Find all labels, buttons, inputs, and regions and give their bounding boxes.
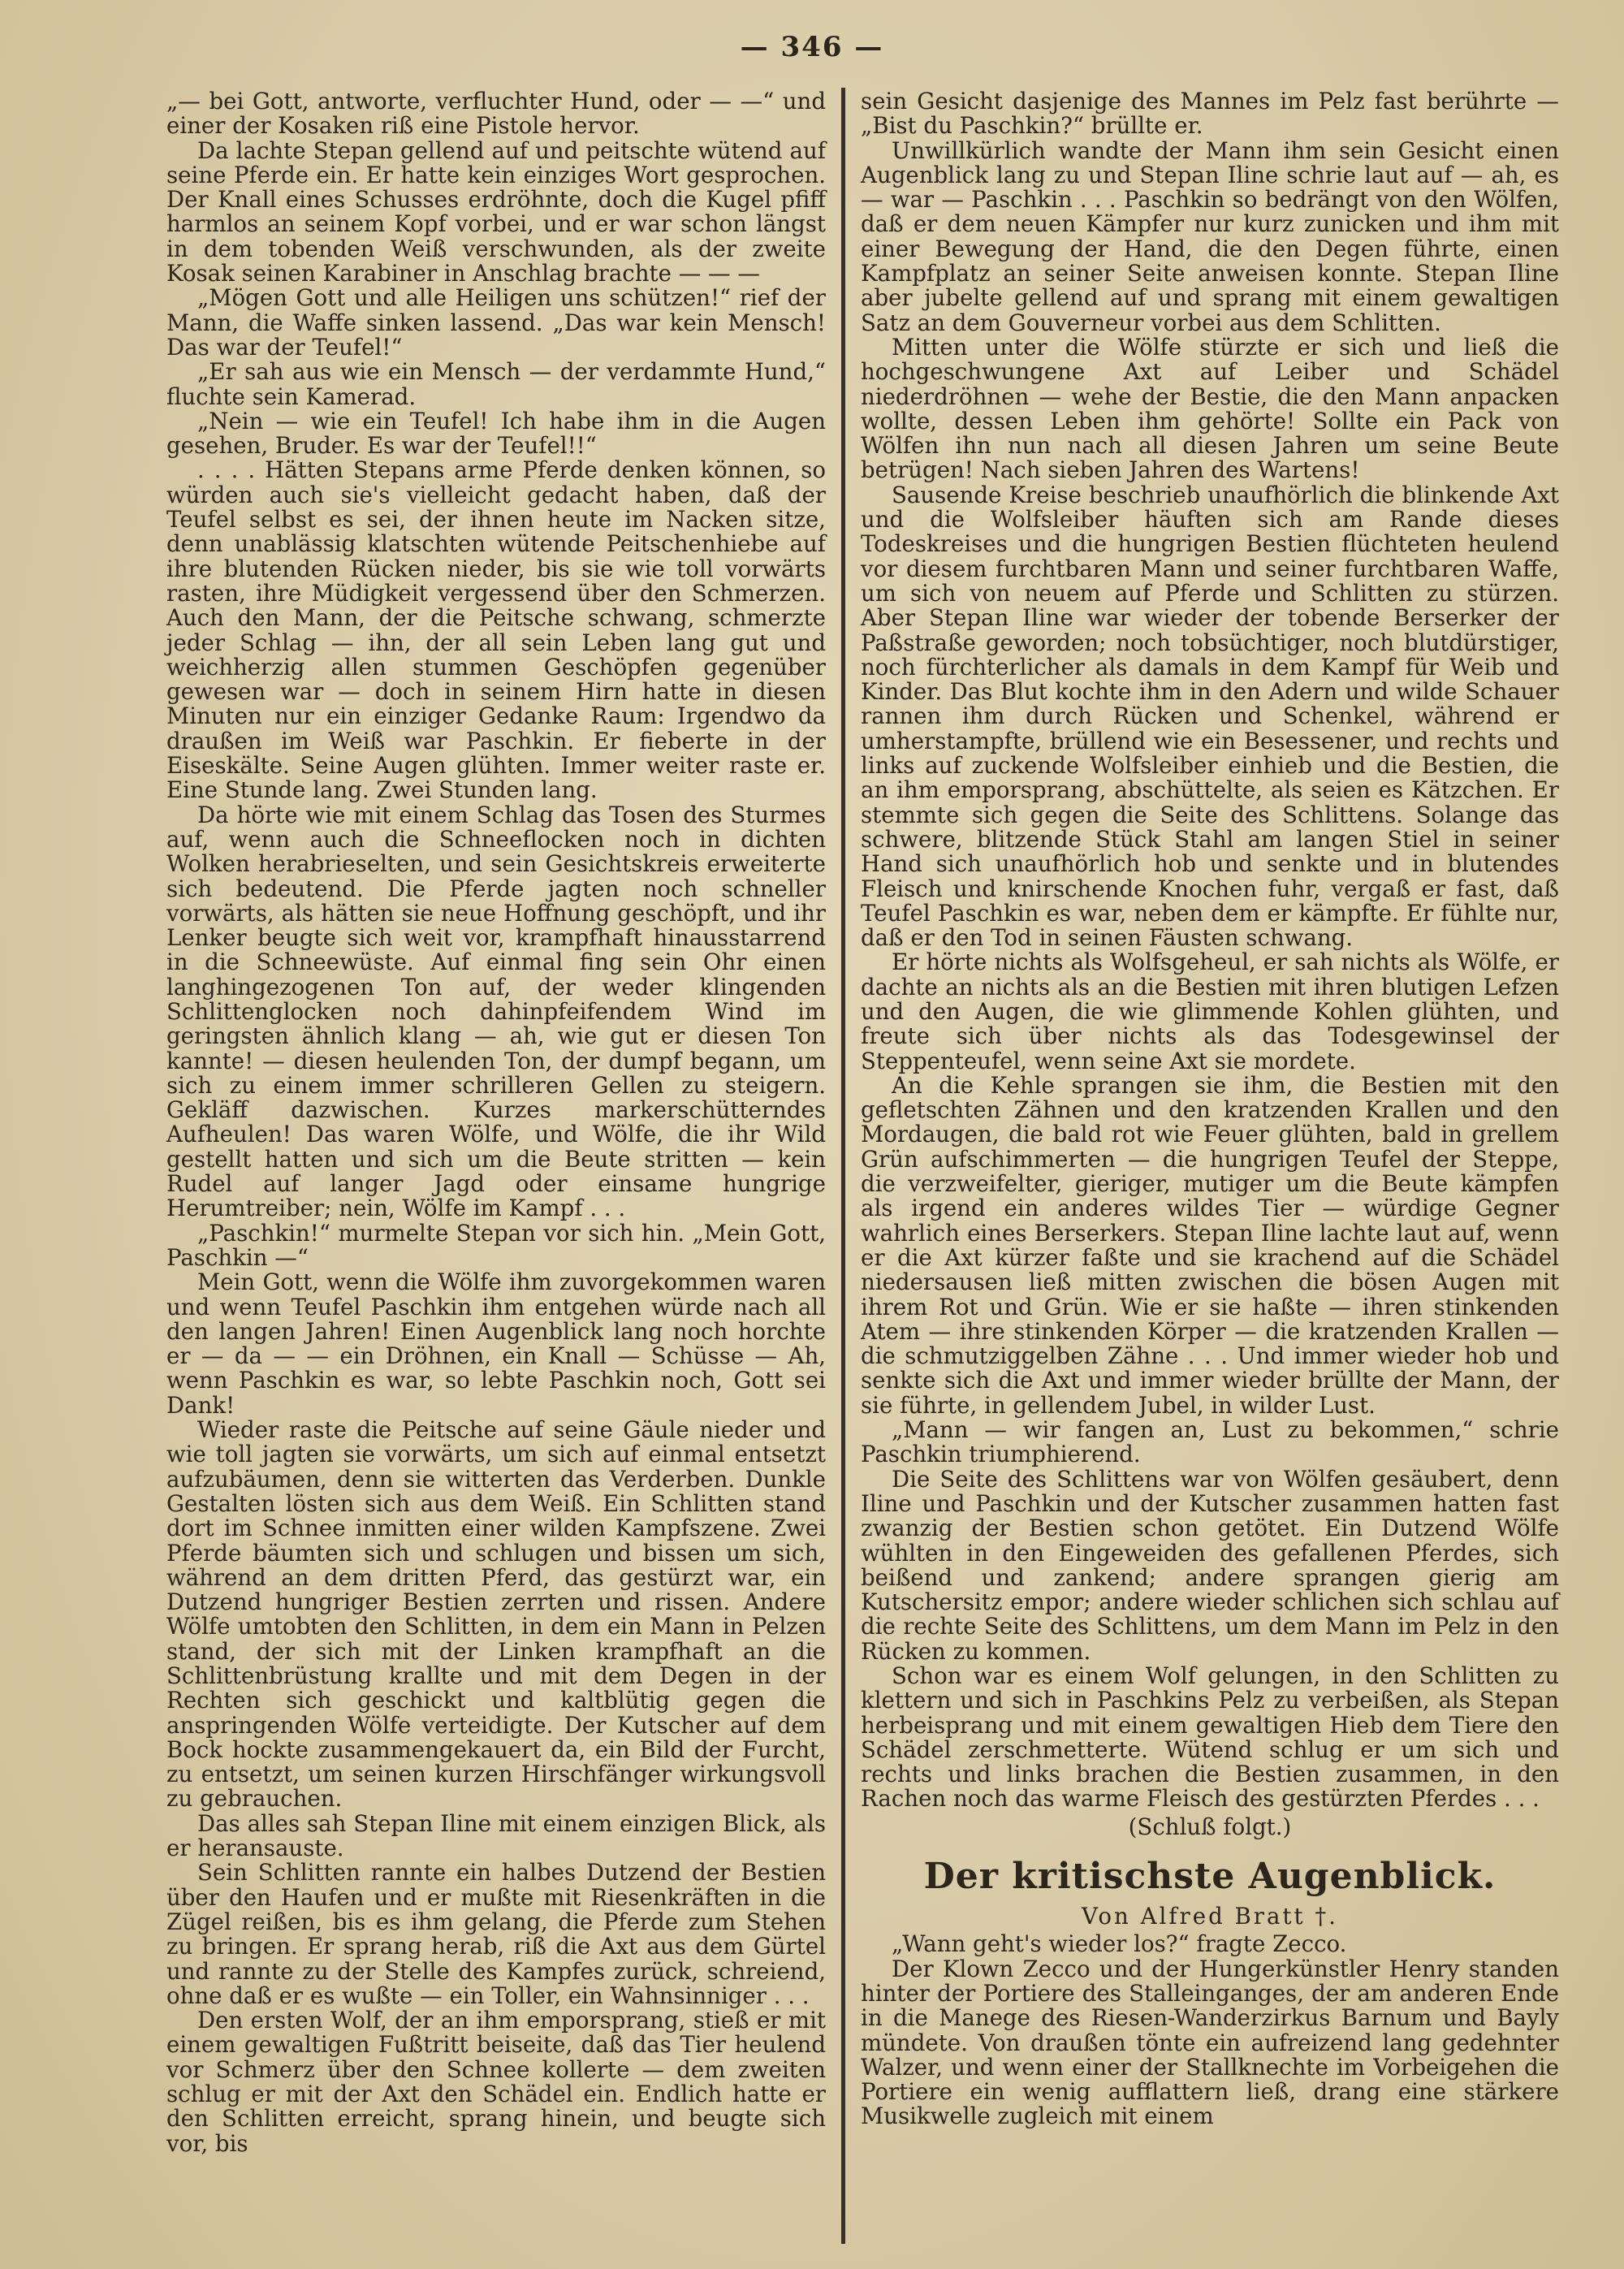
paragraph: Da lachte Stepan gellend auf und peitschte wütend auf seine Pferde ein. Er hatte kein einziges Wort gesprochen. Der Knall eines Schusses erdröhnte, doch die Kugel pfiff harmlos an seinem Kopf vorbei, und er war schon längst in dem tobenden Weiß verschwunden, als der zweite Kosak seinen Karabiner in Anschlag brachte — — — bbox=[166, 136, 826, 287]
right-column bbox=[861, 89, 1559, 2129]
paragraph: Sausende Kreise beschrieb unaufhörlich die blinkende Axt und die Wolfsleiber häuften sich am Rande dieses Todeskreises und die hungrigen Bestien flüchteten heulend vor diesem furchtbaren Mann und seiner furchtbaren Waffe, um sich von neuem auf Pferde und Schlitten zu stürzen. Aber Stepan Iline war wieder der tobende Berserker der Paßstraße geworden; noch tobsüchtiger, noch blutdürstiger, noch fürchterlicher als damals in dem Kampf für Weib und Kinder. Das Blut kochte ihm in den Adern und wilde Schauer rannen ihm durch Rücken und Schenkel, während er umherstampfte, brüllend wie ein Besessener, und rechts und links auf zuckende Wolfsleiber einhieb und die Bestien, die an ihm emporsprang, abschüttelte, als seien es Kätzchen. Er stemmte sich gegen die Seite des Schlittens. Solange das schwere, blitzende Stück Stahl am langen Stiel in seiner Hand sich unaufhörlich hob und senkte und in blutendes Fleisch und knirschende Knochen fuhr, vergaß er fast, daß Teufel Paschkin es war, neben dem er kämpfte. Er fühlte nur, daß er den Tod in seinen Fäusten schwang. bbox=[861, 481, 1559, 952]
paragraph: Schon war es einem Wolf gelungen, in den Schlitten zu klettern und sich in Paschkins Pelz zu verbeißen, als Stepan herbeisprang und mit einem gewaltigen Hieb dem Tiere den Schädel zerschmetterte. Wütend schlug er um sich und rechts und links brachen die Bestien zusammen, in den Rachen noch das warme Fleisch des gestürzten Pferdes . . . bbox=[861, 1662, 1559, 1813]
paragraph: „Wann geht's wieder los?“ fragte Zecco. bbox=[892, 1930, 1347, 1958]
paragraph: „Nein — wie ein Teufel! Ich habe ihm in die Augen gesehen, Bruder. Es war der Teufel!!“ bbox=[166, 407, 826, 460]
paragraph: Das alles sah Stepan Iline mit einem einzigen Blick, als er heransauste. bbox=[166, 1809, 826, 1862]
continuation-note: (Schluß folgt.) bbox=[1128, 1813, 1292, 1840]
paragraph: Den ersten Wolf, der an ihm emporsprang, stieß er mit einem gewaltigen Fußtritt beiseite, daß das Tier heulend vor Schmerz über den Schnee kollerte — dem zweiten schlug er mit der Axt den Schädel ein. Endlich hatte er den Schlitten erreicht, sprang hinein, und beugte sich vor, bis bbox=[166, 2007, 826, 2157]
article-byline: Von Alfred Bratt †. bbox=[1082, 1903, 1338, 1930]
paragraph: Sein Schlitten rannte ein halbes Dutzend der Bestien über den Haufen und er mußte mit Riesenkräften in die Zügel reißen, bis es ihm gelang, die Pferde zum Stehen zu bringen. Er sprang herab, riß die Axt aus dem Gürtel und rannte zu der Stelle des Kampfes zurück, schreiend, ohne daß er es wußte — ein Toller, ein Wahnsinniger . . . bbox=[166, 1859, 826, 2009]
paragraph: Mein Gott, wenn die Wölfe ihm zuvorgekommen waren und wenn Teufel Paschkin ihm entgehen würde nach all den langen Jahren! Einen Augenblick lang noch horchte er — da — — ein Dröhnen, ein Knall — Schüsse — Ah, wenn Paschkin es war, so lebte Paschkin noch, Gott sei Dank! bbox=[166, 1268, 826, 1419]
paragraph: Wieder raste die Peitsche auf seine Gäule nieder und wie toll jagten sie vorwärts, um sich auf einmal entsetzt aufzubäumen, denn sie witterten das Verderben. Dunkle Gestalten lösten sich aus dem Weiß. Ein Schlitten stand dort im Schnee inmitten einer wilden Kampfszene. Zwei Pferde bäumten sich und schlugen und bissen um sich, während an dem dritten Pferd, das gestürzt war, ein Dutzend hungriger Bestien zerrten und rissen. Andere Wölfe umtobten den Schlitten, in dem ein Mann in Pelzen stand, der sich mit der Linken krampfhaft an die Schlittenbrüstung krallte und mit dem Degen in der Rechten sich geschickt und kaltblütig gegen die anspringenden Wölfe verteidigte. Der Kutscher auf dem Bock hockte zusammengekauert da, ein Bild der Furcht, zu entsetzt, um seinen kurzen Hirschfänger wirkungsvoll zu gebrauchen. bbox=[166, 1416, 826, 1813]
paragraph: „Paschkin!“ murmelte Stepan vor sich hin. „Mein Gott, Paschkin —“ bbox=[166, 1219, 826, 1271]
paragraph: Da hörte wie mit einem Schlag das Tosen des Sturmes auf, wenn auch die Schneeflocken noch in dichten Wolken herabrieselten, und sein Gesichtskreis erweiterte sich bedeutend. Die Pferde jagten noch schneller vorwärts, als hätten sie neue Hoffnung geschöpft, und ihr Lenker beugte sich weit vor, krampfhaft hinausstarrend in die Schneewüste. Auf einmal fing sein Ohr einen langhingezogenen Ton auf, der weder klingenden Schlittenglocken noch dahinpfeifendem Wind im geringsten ähnlich klang — ah, wie gut er diesen Ton kannte! — diesen heulenden Ton, der dumpf begann, um sich zu einem immer schrilleren Gellen zu steigern. Gekläff dazwischen. Kurzes markerschütterndes Aufheulen! Das waren Wölfe, und Wölfe, die ihr Wild gestellt hatten und sich um die Beute stritten — kein Rudel auf langer Jagd oder einsame hungrige Herumtreiber; nein, Wölfe im Kampf . . . bbox=[166, 801, 826, 1222]
left-column bbox=[166, 89, 826, 2156]
column-divider bbox=[841, 88, 845, 2244]
paragraph: . . . . Hätten Stepans arme Pferde denken können, so würden auch sie's vielleicht gedacht haben, daß der Teufel selbst es sei, der ihnen heute im Nacken sitze, denn unablässig klatschten wütende Peitschenhiebe auf ihre blutenden Rücken nieder, bis sie wie toll vorwärts rasten, ihre Müdigkeit vergessend über den Schmerzen. Auch den Mann, der die Peitsche schwang, schmerzte jeder Schlag — ihn, der all sein Leben lang gut und weichherzig allen stummen Geschöpfen gegenüber gewesen war — doch in seinem Hirn hatte in diesen Minuten nur ein einziger Gedanke Raum: Irgendwo da draußen im Weiß war Paschkin. Er fieberte in der Eiseskälte. Seine Augen glühten. Immer weiter raste er. Eine Stunde lang. Zwei Stunden lang. bbox=[166, 456, 826, 804]
paragraph: An die Kehle sprangen sie ihm, die Bestien mit den gefletschten Zähnen und den kratzenden Krallen und den Mordaugen, die bald rot wie Feuer glühten, bald in grellem Grün aufschimmerten — die hungrigen Teufel der Steppe, die verzweifelter, gieriger, mutiger um die Beute kämpfen als irgend ein anderes wildes Tier — würdige Gegner wahrlich eines Berserkers. Stepan Iline lachte laut auf, wenn er die Axt kürzer faßte und sie krachend auf die Schädel niedersausen ließ mitten zwischen die bösen Augen mit ihrem Rot und Grün. Wie er sie haßte — ihren stinkenden Atem — ihre stinkenden Körper — die kratzenden Krallen — die schmutziggelben Zähne . . . Und immer wieder hob und senkte sich die Axt und immer wieder brüllte der Mann, der sie führte, in gellendem Jubel, in wilder Lust. bbox=[861, 1071, 1559, 1419]
paragraph: Die Seite des Schlittens war von Wölfen gesäubert, denn Iline und Paschkin und der Kutscher zusammen hatten fast zwanzig der Bestien schon getötet. Ein Dutzend Wölfe wühlten in den Eingeweiden des gefallenen Pferdes, sich beißend und zankend; andere sprangen gierig am Kutschersitz empor; andere wieder schlichen sich schlau auf die rechte Seite des Schlittens, um dem Mann im Pelz in den Rücken zu kommen. bbox=[861, 1465, 1559, 1665]
article-title: Der kritischste Augenblick. bbox=[923, 1856, 1497, 1898]
paragraph: „Mögen Gott und alle Heiligen uns schützen!“ rief der Mann, die Waffe sinken lassend. „Das war kein Mensch! Das war der Teufel!“ bbox=[166, 284, 826, 361]
paragraph: Mitten unter die Wölfe stürzte er sich und ließ die hochgeschwungene Axt auf Leiber und Schädel niederdröhnen — wehe der Bestie, die den Mann anpacken wollte, dessen Leben ihm gehörte! Sollte ein Pack von Wölfen ihn nun nach all diesen Jahren um seine Beute betrügen! Nach sieben Jahren des Wartens! bbox=[861, 333, 1559, 484]
paragraph: sein Gesicht dasjenige des Mannes im Pelz fast berührte — „Bist du Paschkin?“ brüllte er. bbox=[861, 88, 1559, 140]
paragraph: Er hörte nichts als Wolfsgeheul, er sah nichts als Wölfe, er dachte an nichts als an die Bestien mit ihren blutigen Lefzen und den Augen, die wie glimmende Kohlen glühten, und freute sich über nichts als das Todesgewinsel der Steppenteufel, wenn seine Axt sie mordete. bbox=[861, 949, 1559, 1074]
page-number: — 346 — bbox=[740, 31, 884, 63]
paragraph: „Mann — wir fangen an, Lust zu bekommen,“ schrie Paschkin triumphierend. bbox=[861, 1416, 1559, 1468]
paragraph: „— bei Gott, antworte, verfluchter Hund, oder — —“ und einer der Kosaken riß eine Pistole hervor. bbox=[166, 88, 826, 140]
paragraph: Unwillkürlich wandte der Mann ihm sein Gesicht einen Augenblick lang zu und Stepan Iline schrie laut auf — ah, es — war — Paschkin . . . Paschkin so bedrängt von den Wölfen, daß er dem neuen Kämpfer nur kurz zunicken und ihm mit einer Bewegung der Hand, die den Degen führte, einen Kampfplatz an seiner Seite anweisen konnte. Stepan Iline aber jubelte gellend auf und sprang mit einem gewaltigen Satz an dem Gouverneur vorbei aus dem Schlitten. bbox=[861, 136, 1559, 336]
paragraph: Der Klown Zecco und der Hungerkünstler Henry standen hinter der Portiere des Stalleinganges, der am anderen Ende in die Manege des Riesen-Wanderzirkus Barnum und Bayly mündete. Von draußen tönte ein aufreizend lang gedehnter Walzer, und wenn einer der Stallknechte im Vorbeigehen die Portiere ein wenig aufflattern ließ, drang eine stärkere Musikwelle zugleich mit einem bbox=[861, 1955, 1559, 2130]
paragraph: „Er sah aus wie ein Mensch — der verdammte Hund,“ fluchte sein Kamerad. bbox=[166, 358, 826, 410]
